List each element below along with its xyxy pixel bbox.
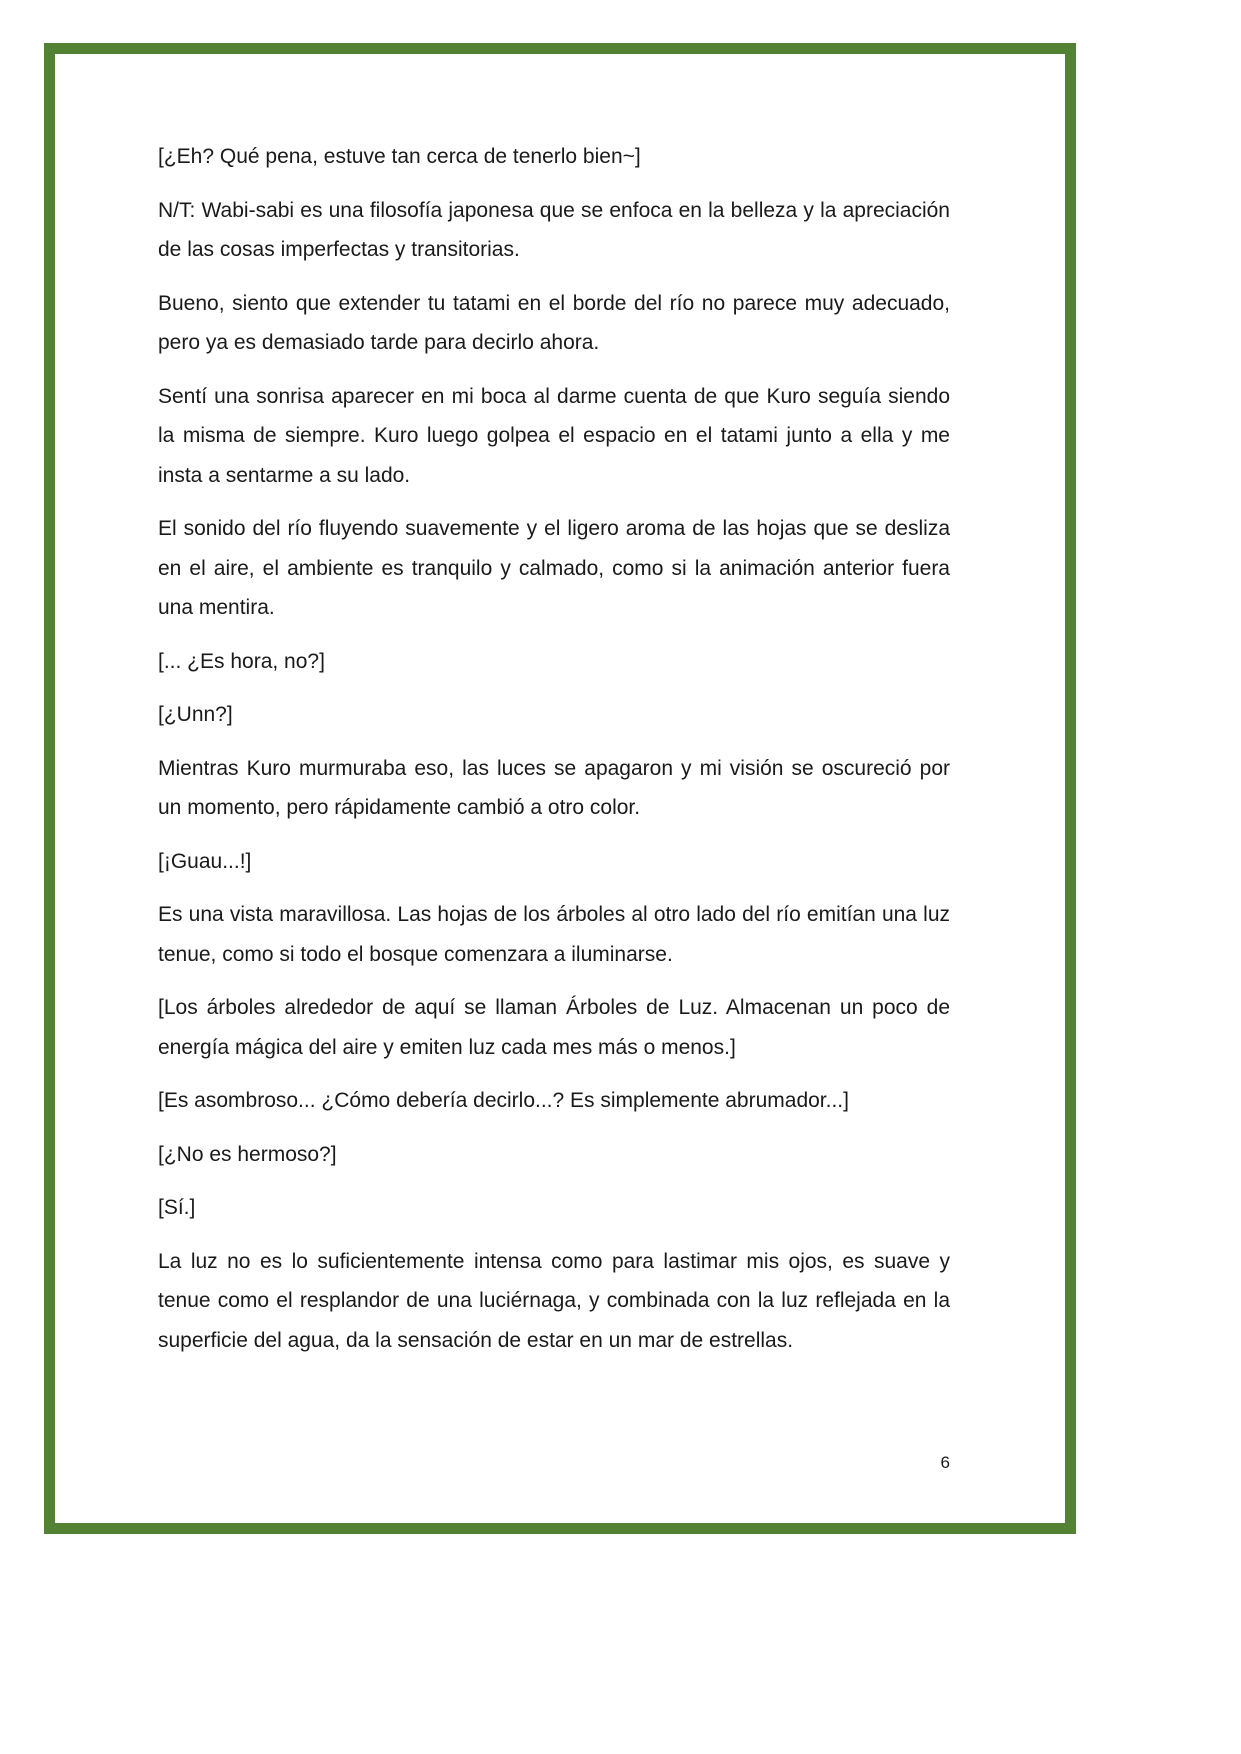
document-body xyxy=(158,137,950,1374)
paragraph: [¡Guau...!] xyxy=(158,849,252,873)
paragraph: [... ¿Es hora, no?] xyxy=(158,649,325,673)
paragraph: Mientras Kuro murmuraba eso, las luces se apagaron y mi visión se oscureció por un momento, pero rápidamente cambió a otro color. xyxy=(158,756,950,819)
paragraph: [¿Eh? Qué pena, estuve tan cerca de tenerlo bien~] xyxy=(158,145,641,168)
page-number: 6 xyxy=(940,1453,950,1472)
paragraph: La luz no es lo suficientemente intensa como para lastimar mis ojos, es suave y tenue como el resplandor de una luciérnaga, y combinada con la luz reflejada en la superficie del agua, da la sensación de estar en un mar de estrellas. xyxy=(158,1249,950,1352)
paragraph: [¿No es hermoso?] xyxy=(158,1142,337,1166)
paragraph: [Es asombroso... ¿Cómo debería decirlo...? Es simplemente abrumador...] xyxy=(158,1089,849,1112)
paragraph: [Sí.] xyxy=(158,1196,196,1219)
paragraph: [Los árboles alrededor de aquí se llaman Árboles de Luz. Almacenan un poco de energía mágica del aire y emiten luz cada mes más o menos.] xyxy=(158,996,950,1059)
paragraph: Bueno, siento que extender tu tatami en el borde del río no parece muy adecuado, pero ya es demasiado tarde para decirlo ahora. xyxy=(158,291,950,354)
paragraph: El sonido del río fluyendo suavemente y el ligero aroma de las hojas que se desliza en el aire, el ambiente es tranquilo y calmado, como si la animación anterior fuera una mentira. xyxy=(158,517,950,619)
paragraph: Sentí una sonrisa aparecer en mi boca al darme cuenta de que Kuro seguía siendo la misma de siempre. Kuro luego golpea el espacio en el tatami junto a ella y me insta a sentarme a su lado. xyxy=(158,384,950,487)
paragraph: N/T: Wabi-sabi es una filosofía japonesa que se enfoca en la belleza y la apreciación de las cosas imperfectas y transitorias. xyxy=(158,198,950,261)
paragraph: [¿Unn?] xyxy=(158,703,233,726)
paragraph: Es una vista maravillosa. Las hojas de los árboles al otro lado del río emitían una luz tenue, como si todo el bosque comenzara a iluminarse. xyxy=(158,903,950,966)
